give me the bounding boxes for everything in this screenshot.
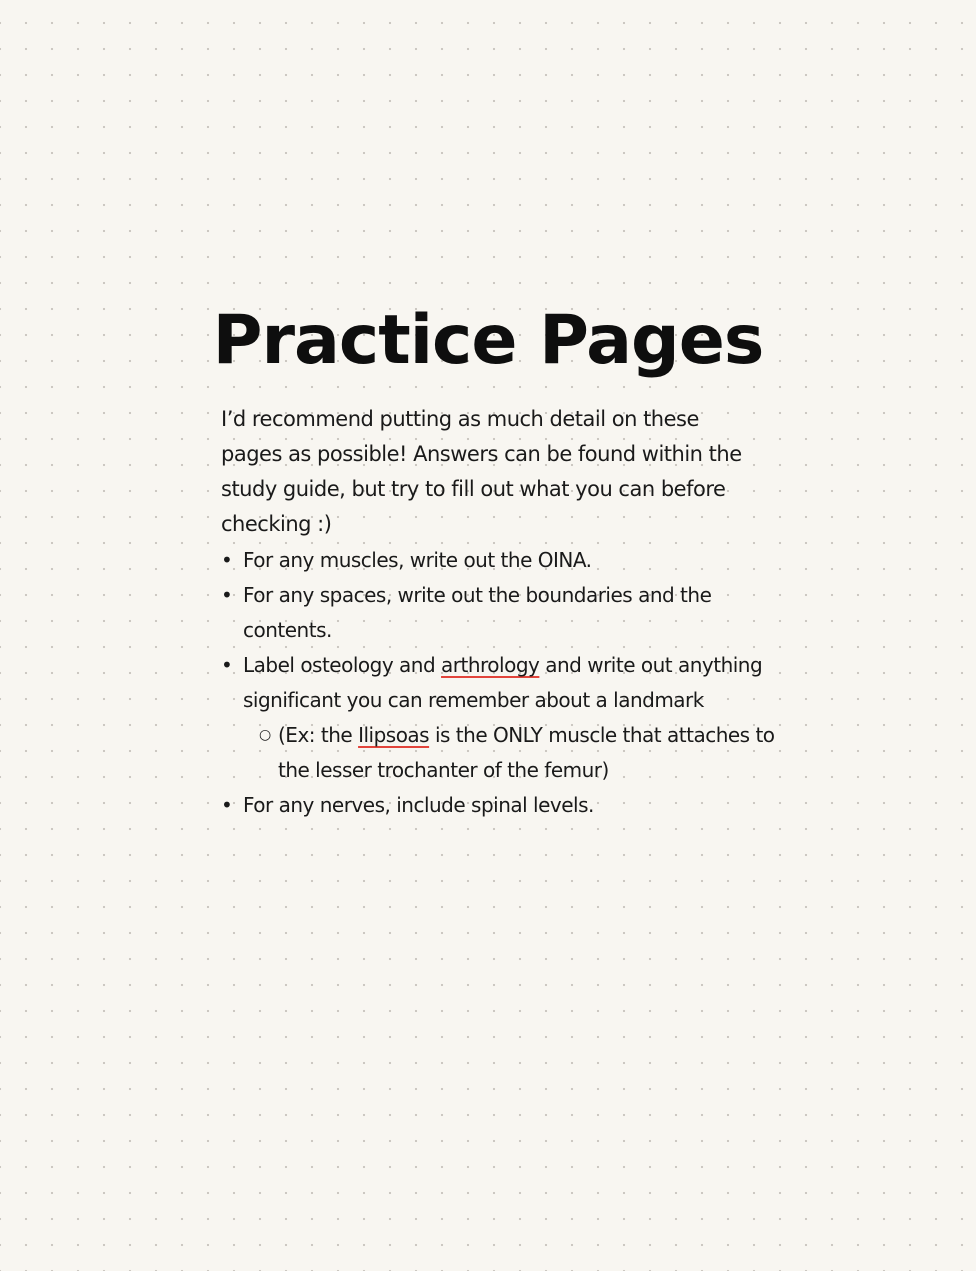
page-title: Practice Pages bbox=[212, 301, 764, 380]
list-item-text: For any spaces, write out the boundaries and the contents. bbox=[243, 583, 712, 642]
list-item-muscles bbox=[221, 543, 781, 578]
list-item-nerves bbox=[221, 788, 781, 823]
spellcheck-word-arthrology: arthrology bbox=[441, 653, 540, 677]
intro-text: I’d recommend putting as much detail on these pages as possible! Answers can be found within the study guide, but try to fill out what you can before checking :) bbox=[221, 407, 742, 536]
list-item-spaces bbox=[221, 578, 781, 648]
hollow-bullet-icon: ○ bbox=[259, 727, 271, 743]
bullet-icon: • bbox=[221, 548, 233, 572]
spellcheck-word-ilipsoas: Ilipsoas bbox=[358, 723, 430, 747]
list-item-text-before: Label osteology and bbox=[243, 653, 442, 677]
bullet-icon: • bbox=[221, 583, 233, 607]
sub-item-text-after: is the ONLY muscle that attaches to the lesser trochanter of the femur) bbox=[278, 723, 775, 782]
list-item-text: For any muscles, write out the OINA. bbox=[243, 548, 592, 572]
instruction-list bbox=[221, 543, 781, 823]
list-item-text: For any nerves, include spinal levels. bbox=[243, 793, 594, 817]
bullet-icon: • bbox=[221, 653, 233, 677]
sub-item-text-before: (Ex: the bbox=[278, 723, 359, 747]
list-item-osteology bbox=[221, 648, 781, 718]
intro-paragraph bbox=[221, 402, 761, 542]
sub-list-item-example bbox=[221, 718, 781, 788]
list-item-text-after: and write out anything significant you can remember about a landmark bbox=[243, 653, 763, 712]
bullet-icon: • bbox=[221, 793, 233, 817]
